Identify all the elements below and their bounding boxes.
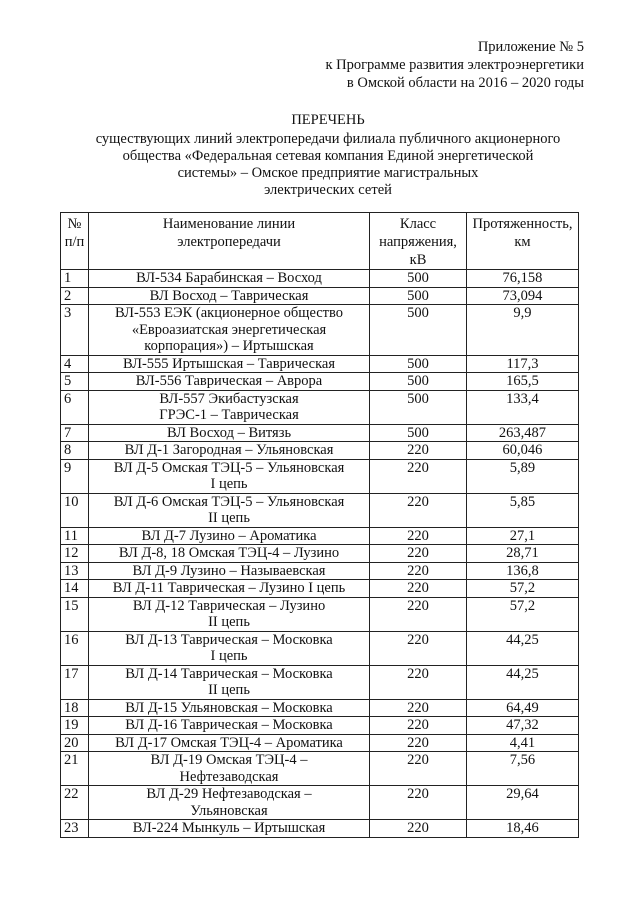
row-number: 17	[61, 665, 89, 699]
row-number: 11	[61, 527, 89, 545]
line-name-text: ВЛ Д-7 Лузино – Ароматика	[141, 527, 317, 544]
line-length: 133,4	[466, 390, 578, 424]
table-row	[61, 305, 579, 356]
line-name	[88, 390, 369, 424]
voltage-class: 220	[370, 562, 467, 580]
line-name-text: ГРЭС-1 – Таврическая	[159, 407, 299, 423]
line-length: 47,32	[466, 717, 578, 735]
header-voltage-class	[370, 213, 467, 270]
row-number: 8	[61, 442, 89, 460]
row-number: 1	[61, 270, 89, 288]
voltage-class: 220	[370, 545, 467, 563]
line-name	[88, 752, 369, 786]
voltage-class: 500	[370, 424, 467, 442]
header-length-line: км	[514, 234, 531, 250]
appendix-header	[325, 38, 584, 92]
line-name-text: корпорация») – Иртышская	[144, 338, 314, 354]
row-number: 12	[61, 545, 89, 563]
line-name	[88, 493, 369, 527]
document-title	[60, 112, 596, 199]
header-length	[466, 213, 578, 270]
line-name-text: II цепь	[208, 614, 250, 630]
appendix-region-years: в Омской области на 2016 – 2020 годы	[346, 75, 584, 91]
header-line-name-line: электропередачи	[177, 234, 281, 250]
table-row	[61, 631, 579, 665]
row-number: 2	[61, 287, 89, 305]
line-length: 5,89	[466, 459, 578, 493]
header-number-line: №	[67, 216, 82, 232]
table-row	[61, 287, 579, 305]
header-voltage-line: кВ	[409, 252, 427, 268]
line-length: 44,25	[466, 631, 578, 665]
line-name-text: ВЛ Д-17 Омская ТЭЦ-4 – Ароматика	[115, 734, 343, 751]
line-length: 44,25	[466, 665, 578, 699]
line-name-text: ВЛ-224 Мынкуль – Иртышская	[132, 820, 326, 836]
header-voltage-line: напряжения,	[379, 234, 457, 250]
voltage-class: 220	[370, 665, 467, 699]
header-line-name	[88, 213, 369, 270]
line-name	[88, 459, 369, 493]
appendix-number: Приложение № 5	[477, 39, 584, 55]
line-name-text: ВЛ Д-1 Загородная – Ульяновская	[124, 442, 334, 458]
table-body	[61, 270, 579, 838]
title-line: электрических сетей	[264, 182, 392, 198]
line-length: 4,41	[466, 734, 578, 752]
line-name	[88, 424, 369, 442]
line-name	[88, 373, 369, 391]
row-number: 7	[61, 424, 89, 442]
header-voltage-line: Класс	[399, 216, 437, 232]
row-number: 22	[61, 786, 89, 820]
voltage-class: 500	[370, 270, 467, 288]
table-row	[61, 442, 579, 460]
line-length: 7,56	[466, 752, 578, 786]
table-row	[61, 562, 579, 580]
row-number: 23	[61, 820, 89, 838]
table-row	[61, 355, 579, 373]
line-name	[88, 665, 369, 699]
row-number: 20	[61, 734, 89, 752]
voltage-class: 220	[370, 580, 467, 598]
voltage-class: 500	[370, 287, 467, 305]
table-row	[61, 820, 579, 838]
line-length: 27,1	[466, 527, 578, 545]
line-name	[88, 580, 369, 598]
line-name	[88, 562, 369, 580]
table-row	[61, 459, 579, 493]
table-row	[61, 493, 579, 527]
line-length: 28,71	[466, 545, 578, 563]
voltage-class: 500	[370, 305, 467, 356]
table-row	[61, 699, 579, 717]
appendix-program: к Программе развития электроэнергетики	[325, 57, 584, 73]
row-number: 10	[61, 493, 89, 527]
table-row	[61, 390, 579, 424]
row-number: 21	[61, 752, 89, 786]
line-length: 57,2	[466, 580, 578, 598]
title-line: системы» – Омское предприятие магистральных	[177, 165, 479, 181]
line-name	[88, 355, 369, 373]
table-row	[61, 373, 579, 391]
line-name-text: ВЛ Восход – Витязь	[166, 424, 292, 441]
line-length: 117,3	[466, 355, 578, 373]
line-name	[88, 597, 369, 631]
line-name-text: «Евроазиатская энергетическая	[131, 321, 327, 338]
line-name	[88, 786, 369, 820]
voltage-class: 500	[370, 355, 467, 373]
line-name-text: ВЛ Восход – Таврическая	[149, 287, 309, 304]
row-number: 13	[61, 562, 89, 580]
line-name	[88, 734, 369, 752]
row-number: 5	[61, 373, 89, 391]
line-name-text: ВЛ-557 Экибастузская	[159, 390, 299, 407]
table-row	[61, 545, 579, 563]
line-name	[88, 270, 369, 288]
line-name-text: ВЛ Д-15 Ульяновская – Московка	[125, 699, 333, 716]
line-name-text: ВЛ Д-12 Таврическая – Лузино	[132, 597, 326, 614]
voltage-class: 220	[370, 699, 467, 717]
table-row	[61, 717, 579, 735]
line-name-text: ВЛ Д-8, 18 Омская ТЭЦ-4 – Лузино	[118, 545, 340, 561]
table-row	[61, 597, 579, 631]
voltage-class: 220	[370, 442, 467, 460]
title-heading: ПЕРЕЧЕНЬ	[291, 112, 365, 128]
line-name-text: I цепь	[210, 648, 248, 664]
table-row	[61, 580, 579, 598]
row-number: 14	[61, 580, 89, 598]
line-name-text: ВЛ Д-5 Омская ТЭЦ-5 – Ульяновская	[113, 459, 345, 476]
header-number	[61, 213, 89, 270]
voltage-class: 220	[370, 717, 467, 735]
line-name-text: Ульяновская	[190, 802, 268, 819]
header-length-line: Протяженность,	[472, 216, 573, 232]
row-number: 16	[61, 631, 89, 665]
line-length: 64,49	[466, 699, 578, 717]
line-length: 18,46	[466, 820, 578, 838]
line-length: 165,5	[466, 373, 578, 391]
row-number: 3	[61, 305, 89, 356]
voltage-class: 220	[370, 597, 467, 631]
line-name-text: ВЛ Д-11 Таврическая – Лузино I цепь	[112, 580, 346, 596]
line-name	[88, 699, 369, 717]
title-line: общества «Федеральная сетевая компания Единой энергетической	[122, 148, 534, 164]
line-name-text: ВЛ Д-19 Омская ТЭЦ-4 –	[150, 752, 308, 768]
power-lines-table	[60, 212, 579, 838]
voltage-class: 220	[370, 527, 467, 545]
line-length: 9,9	[466, 305, 578, 356]
table-row	[61, 752, 579, 786]
voltage-class: 220	[370, 493, 467, 527]
table-row	[61, 665, 579, 699]
line-name-text: ВЛ Д-6 Омская ТЭЦ-5 – Ульяновская	[113, 493, 345, 510]
row-number: 9	[61, 459, 89, 493]
table-row	[61, 786, 579, 820]
line-name	[88, 287, 369, 305]
line-name	[88, 717, 369, 735]
table-row	[61, 424, 579, 442]
line-name	[88, 442, 369, 460]
line-name	[88, 305, 369, 356]
line-length: 73,094	[466, 287, 578, 305]
voltage-class: 220	[370, 631, 467, 665]
header-number-line: п/п	[64, 234, 85, 250]
voltage-class: 220	[370, 820, 467, 838]
row-number: 18	[61, 699, 89, 717]
line-name	[88, 631, 369, 665]
line-name-text: ВЛ Д-14 Таврическая – Московка	[125, 665, 333, 682]
row-number: 4	[61, 355, 89, 373]
voltage-class: 220	[370, 459, 467, 493]
line-name-text: ВЛ-534 Барабинская – Восход	[136, 270, 322, 286]
voltage-class: 500	[370, 373, 467, 391]
line-name	[88, 527, 369, 545]
voltage-class: 220	[370, 734, 467, 752]
voltage-class: 220	[370, 752, 467, 786]
line-name-text: ВЛ Д-13 Таврическая – Московка	[125, 631, 333, 648]
voltage-class: 500	[370, 390, 467, 424]
row-number: 6	[61, 390, 89, 424]
line-name-text: ВЛ-556 Таврическая – Аврора	[135, 373, 323, 389]
header-line-name-line: Наименование линии	[162, 216, 296, 232]
line-length: 29,64	[466, 786, 578, 820]
voltage-class: 220	[370, 786, 467, 820]
line-length: 5,85	[466, 493, 578, 527]
line-name-text: ВЛ Д-29 Нефтезаводская –	[146, 786, 312, 802]
line-name-text: Нефтезаводская	[179, 768, 279, 785]
line-length: 263,487	[466, 424, 578, 442]
line-name-text: II цепь	[208, 510, 250, 526]
table-row	[61, 527, 579, 545]
row-number: 19	[61, 717, 89, 735]
table-row	[61, 270, 579, 288]
line-name	[88, 820, 369, 838]
line-length: 60,046	[466, 442, 578, 460]
line-name-text: II цепь	[208, 682, 250, 698]
title-line: существующих линий электропередачи филиала публичного акционерного	[95, 131, 561, 147]
row-number: 15	[61, 597, 89, 631]
table-row	[61, 734, 579, 752]
line-length: 57,2	[466, 597, 578, 631]
line-name-text: ВЛ Д-9 Лузино – Называевская	[132, 562, 326, 579]
line-length: 76,158	[466, 270, 578, 288]
line-name-text: ВЛ-555 Иртышская – Таврическая	[122, 355, 336, 372]
line-name	[88, 545, 369, 563]
line-name-text: ВЛ-553 ЕЭК (акционерное общество	[115, 305, 344, 321]
line-name-text: ВЛ Д-16 Таврическая – Московка	[125, 717, 333, 733]
table-header-row	[61, 213, 579, 270]
line-length: 136,8	[466, 562, 578, 580]
line-name-text: I цепь	[210, 476, 248, 492]
